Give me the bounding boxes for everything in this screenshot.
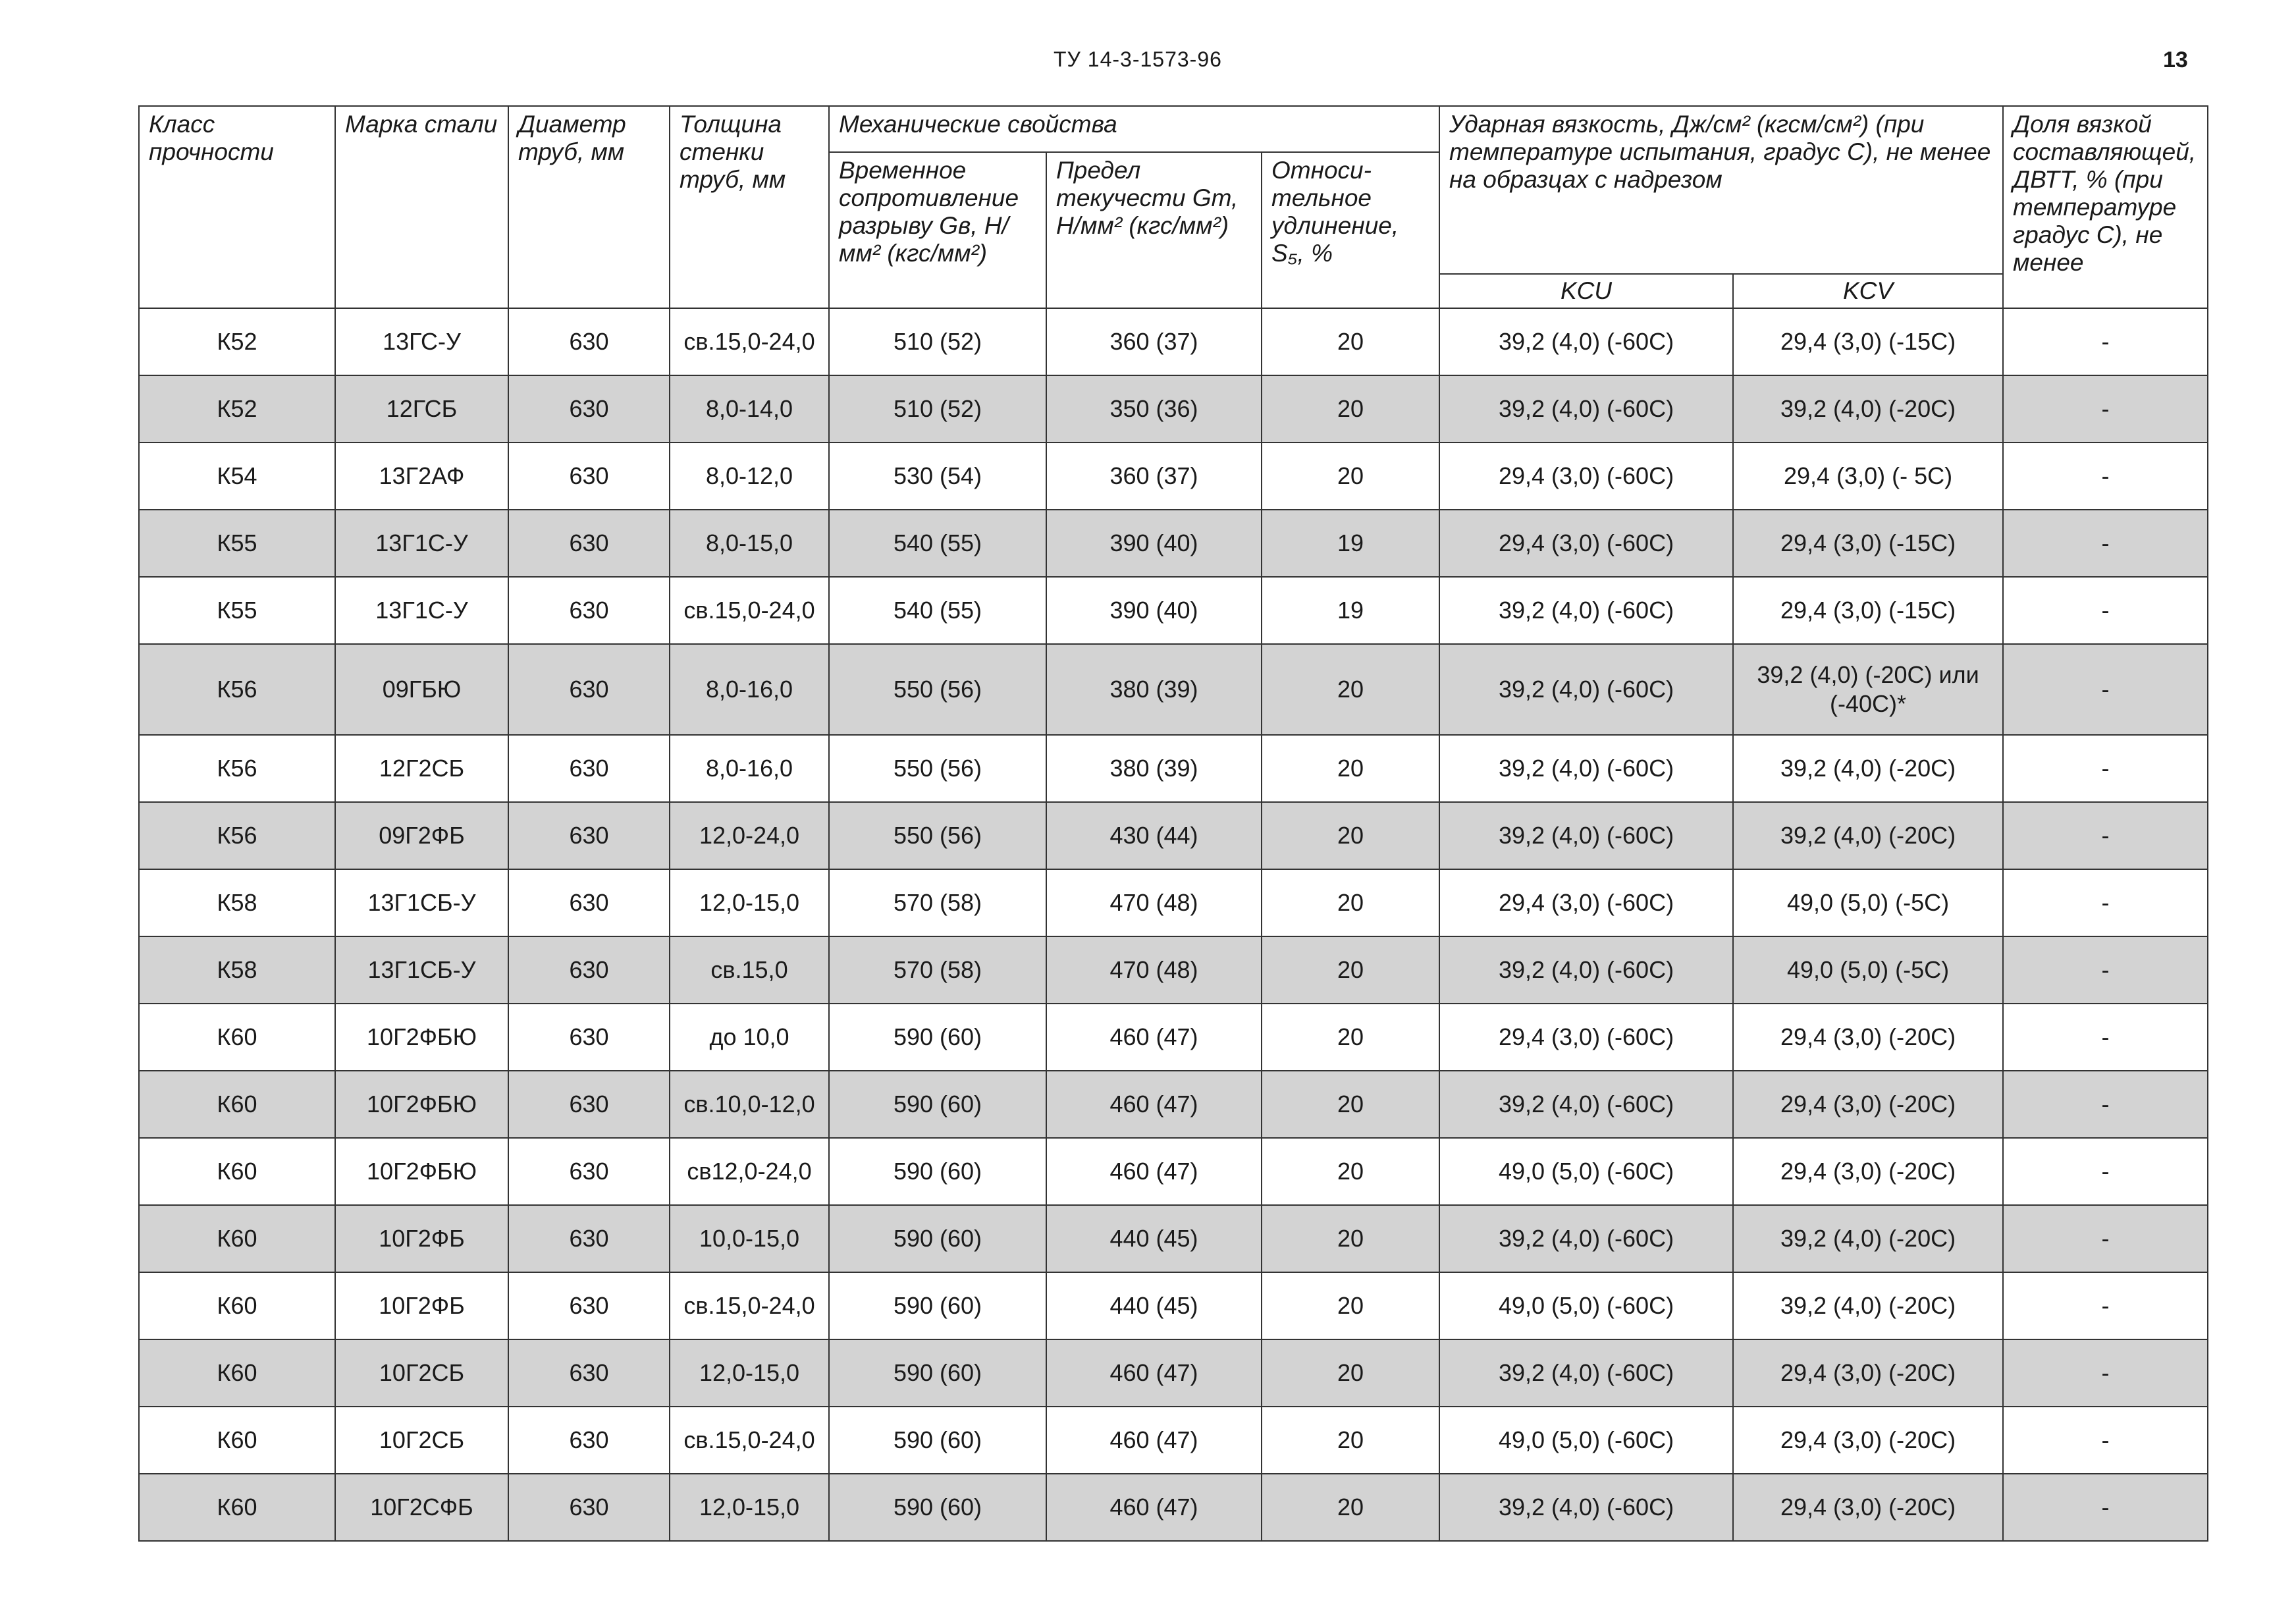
- cell-strength-class: К54: [139, 443, 335, 510]
- cell-tensile-strength: 570 (58): [829, 936, 1046, 1004]
- cell-elongation: 20: [1262, 1071, 1439, 1138]
- cell-kcu: 29,4 (3,0) (-60С): [1439, 1004, 1733, 1071]
- cell-strength-class: К60: [139, 1071, 335, 1138]
- table-row: [139, 308, 2208, 375]
- cell-kcu: 39,2 (4,0) (-60С): [1439, 308, 1733, 375]
- cell-tensile-strength: 550 (56): [829, 735, 1046, 802]
- cell-yield-strength: 390 (40): [1046, 577, 1262, 644]
- header-kcv: KCV: [1733, 274, 2003, 308]
- cell-steel-grade: 10Г2ФБ: [335, 1272, 508, 1339]
- cell-diameter: 630: [508, 577, 670, 644]
- table-row: [139, 869, 2208, 936]
- cell-elongation: 19: [1262, 510, 1439, 577]
- cell-diameter: 630: [508, 936, 670, 1004]
- cell-elongation: 20: [1262, 735, 1439, 802]
- cell-kcv: 29,4 (3,0) (-20С): [1733, 1474, 2003, 1541]
- cell-diameter: 630: [508, 644, 670, 735]
- table-row: [139, 1138, 2208, 1205]
- cell-kcu: 29,4 (3,0) (-60С): [1439, 443, 1733, 510]
- cell-kcv: 39,2 (4,0) (-20С): [1733, 375, 2003, 443]
- header-kcu: KCU: [1439, 274, 1733, 308]
- header-pipe-diameter: Диаметр труб, мм: [508, 106, 670, 308]
- header-ductile-fraction: Доля вязкой составляющей, ДВТТ, % (при температуре градус С), не менее: [2003, 106, 2208, 308]
- cell-steel-grade: 12Г2СБ: [335, 735, 508, 802]
- cell-elongation: 20: [1262, 644, 1439, 735]
- table-row: [139, 1272, 2208, 1339]
- cell-tensile-strength: 590 (60): [829, 1339, 1046, 1407]
- cell-steel-grade: 10Г2ФБЮ: [335, 1004, 508, 1071]
- cell-steel-grade: 10Г2ФБЮ: [335, 1071, 508, 1138]
- cell-yield-strength: 380 (39): [1046, 735, 1262, 802]
- cell-kcv: 39,2 (4,0) (-20С): [1733, 802, 2003, 869]
- cell-wall-thickness: 12,0-15,0: [670, 1339, 829, 1407]
- cell-yield-strength: 460 (47): [1046, 1138, 1262, 1205]
- table-row: [139, 1004, 2208, 1071]
- cell-wall-thickness: св12,0-24,0: [670, 1138, 829, 1205]
- cell-elongation: 20: [1262, 1205, 1439, 1272]
- cell-dvtt: -: [2003, 936, 2208, 1004]
- cell-steel-grade: 13ГС-У: [335, 308, 508, 375]
- cell-wall-thickness: 8,0-16,0: [670, 644, 829, 735]
- cell-steel-grade: 10Г2ФБ: [335, 1205, 508, 1272]
- cell-kcu: 49,0 (5,0) (-60С): [1439, 1138, 1733, 1205]
- header-wall-thickness: Толщина стенки труб, мм: [670, 106, 829, 308]
- cell-kcv: 29,4 (3,0) (-20С): [1733, 1071, 2003, 1138]
- cell-tensile-strength: 590 (60): [829, 1138, 1046, 1205]
- cell-wall-thickness: до 10,0: [670, 1004, 829, 1071]
- cell-elongation: 20: [1262, 1138, 1439, 1205]
- cell-wall-thickness: св.10,0-12,0: [670, 1071, 829, 1138]
- cell-tensile-strength: 570 (58): [829, 869, 1046, 936]
- table-row: [139, 1474, 2208, 1541]
- cell-diameter: 630: [508, 375, 670, 443]
- table-row: [139, 375, 2208, 443]
- cell-kcu: 29,4 (3,0) (-60С): [1439, 869, 1733, 936]
- cell-tensile-strength: 540 (55): [829, 577, 1046, 644]
- cell-strength-class: К55: [139, 577, 335, 644]
- cell-wall-thickness: 12,0-15,0: [670, 1474, 829, 1541]
- cell-tensile-strength: 540 (55): [829, 510, 1046, 577]
- cell-strength-class: К56: [139, 735, 335, 802]
- cell-steel-grade: 09ГБЮ: [335, 644, 508, 735]
- cell-kcv: 39,2 (4,0) (-20С): [1733, 1272, 2003, 1339]
- cell-kcv: 29,4 (3,0) (-15С): [1733, 510, 2003, 577]
- cell-dvtt: -: [2003, 443, 2208, 510]
- cell-yield-strength: 440 (45): [1046, 1205, 1262, 1272]
- cell-tensile-strength: 590 (60): [829, 1474, 1046, 1541]
- cell-strength-class: К60: [139, 1272, 335, 1339]
- cell-kcu: 29,4 (3,0) (-60С): [1439, 510, 1733, 577]
- cell-elongation: 20: [1262, 1407, 1439, 1474]
- cell-strength-class: К52: [139, 308, 335, 375]
- cell-strength-class: К60: [139, 1339, 335, 1407]
- cell-strength-class: К60: [139, 1407, 335, 1474]
- cell-kcu: 39,2 (4,0) (-60С): [1439, 1474, 1733, 1541]
- cell-kcu: 39,2 (4,0) (-60С): [1439, 644, 1733, 735]
- table-row: [139, 510, 2208, 577]
- cell-yield-strength: 380 (39): [1046, 644, 1262, 735]
- table-row: [139, 1407, 2208, 1474]
- cell-wall-thickness: св.15,0: [670, 936, 829, 1004]
- cell-dvtt: -: [2003, 735, 2208, 802]
- header-steel-grade: Марка стали: [335, 106, 508, 308]
- cell-elongation: 20: [1262, 308, 1439, 375]
- table-row: [139, 936, 2208, 1004]
- cell-yield-strength: 440 (45): [1046, 1272, 1262, 1339]
- cell-wall-thickness: 10,0-15,0: [670, 1205, 829, 1272]
- table-row: [139, 1205, 2208, 1272]
- cell-wall-thickness: св.15,0-24,0: [670, 1272, 829, 1339]
- header-strength-class: Класс прочности: [139, 106, 335, 308]
- table-body: [139, 308, 2208, 1541]
- cell-elongation: 20: [1262, 1474, 1439, 1541]
- cell-strength-class: К60: [139, 1004, 335, 1071]
- table-row: [139, 1339, 2208, 1407]
- cell-yield-strength: 360 (37): [1046, 443, 1262, 510]
- cell-strength-class: К55: [139, 510, 335, 577]
- table-row: [139, 1071, 2208, 1138]
- table-row: [139, 577, 2208, 644]
- cell-strength-class: К52: [139, 375, 335, 443]
- page-number: 13: [2163, 47, 2188, 72]
- cell-yield-strength: 460 (47): [1046, 1407, 1262, 1474]
- cell-dvtt: -: [2003, 1004, 2208, 1071]
- cell-steel-grade: 10Г2СФБ: [335, 1474, 508, 1541]
- cell-yield-strength: 350 (36): [1046, 375, 1262, 443]
- cell-tensile-strength: 590 (60): [829, 1205, 1046, 1272]
- cell-steel-grade: 13Г1С-У: [335, 577, 508, 644]
- cell-strength-class: К58: [139, 936, 335, 1004]
- cell-kcu: 39,2 (4,0) (-60С): [1439, 802, 1733, 869]
- steel-properties-table: [138, 105, 2208, 1542]
- cell-diameter: 630: [508, 510, 670, 577]
- cell-kcu: 39,2 (4,0) (-60С): [1439, 936, 1733, 1004]
- cell-elongation: 20: [1262, 936, 1439, 1004]
- cell-diameter: 630: [508, 1339, 670, 1407]
- table-row: [139, 644, 2208, 735]
- cell-diameter: 630: [508, 1474, 670, 1541]
- cell-steel-grade: 09Г2ФБ: [335, 802, 508, 869]
- cell-strength-class: К58: [139, 869, 335, 936]
- cell-kcv: 29,4 (3,0) (-20С): [1733, 1004, 2003, 1071]
- page-header: [0, 47, 2296, 80]
- cell-yield-strength: 460 (47): [1046, 1004, 1262, 1071]
- cell-steel-grade: 12ГСБ: [335, 375, 508, 443]
- cell-diameter: 630: [508, 869, 670, 936]
- cell-diameter: 630: [508, 1004, 670, 1071]
- cell-dvtt: -: [2003, 1339, 2208, 1407]
- cell-yield-strength: 430 (44): [1046, 802, 1262, 869]
- cell-diameter: 630: [508, 1205, 670, 1272]
- header-tensile-strength: Временное сопротивление разрыву Gв, Н/мм² (кгс/мм²): [829, 152, 1046, 308]
- cell-strength-class: К60: [139, 1205, 335, 1272]
- cell-kcu: 39,2 (4,0) (-60С): [1439, 1339, 1733, 1407]
- cell-tensile-strength: 590 (60): [829, 1071, 1046, 1138]
- cell-yield-strength: 470 (48): [1046, 869, 1262, 936]
- table-row: [139, 443, 2208, 510]
- cell-kcu: 39,2 (4,0) (-60С): [1439, 577, 1733, 644]
- cell-wall-thickness: 12,0-15,0: [670, 869, 829, 936]
- cell-strength-class: К56: [139, 802, 335, 869]
- cell-kcu: 49,0 (5,0) (-60С): [1439, 1272, 1733, 1339]
- cell-wall-thickness: св.15,0-24,0: [670, 577, 829, 644]
- cell-diameter: 630: [508, 308, 670, 375]
- cell-dvtt: -: [2003, 1407, 2208, 1474]
- cell-yield-strength: 390 (40): [1046, 510, 1262, 577]
- cell-dvtt: -: [2003, 375, 2208, 443]
- cell-diameter: 630: [508, 1407, 670, 1474]
- cell-diameter: 630: [508, 1071, 670, 1138]
- cell-wall-thickness: св.15,0-24,0: [670, 308, 829, 375]
- cell-diameter: 630: [508, 1138, 670, 1205]
- cell-tensile-strength: 590 (60): [829, 1272, 1046, 1339]
- cell-dvtt: -: [2003, 577, 2208, 644]
- cell-elongation: 20: [1262, 375, 1439, 443]
- cell-steel-grade: 13Г1СБ-У: [335, 936, 508, 1004]
- cell-kcv: 39,2 (4,0) (-20С): [1733, 1205, 2003, 1272]
- cell-steel-grade: 13Г1С-У: [335, 510, 508, 577]
- cell-elongation: 19: [1262, 577, 1439, 644]
- cell-kcu: 39,2 (4,0) (-60С): [1439, 1071, 1733, 1138]
- cell-kcu: 39,2 (4,0) (-60С): [1439, 1205, 1733, 1272]
- cell-kcv: 29,4 (3,0) (-15С): [1733, 308, 2003, 375]
- cell-kcv: 29,4 (3,0) (-15С): [1733, 577, 2003, 644]
- cell-strength-class: К56: [139, 644, 335, 735]
- cell-steel-grade: 13Г2АФ: [335, 443, 508, 510]
- cell-tensile-strength: 550 (56): [829, 644, 1046, 735]
- cell-kcv: 29,4 (3,0) (- 5С): [1733, 443, 2003, 510]
- cell-dvtt: -: [2003, 1272, 2208, 1339]
- cell-strength-class: К60: [139, 1138, 335, 1205]
- header-impact-strength: Ударная вязкость, Дж/см² (кгсм/см²) (при температуре испытания, градус С), не менее на образцах с надрезом: [1439, 106, 2003, 274]
- cell-yield-strength: 470 (48): [1046, 936, 1262, 1004]
- cell-dvtt: -: [2003, 644, 2208, 735]
- cell-kcv: 29,4 (3,0) (-20С): [1733, 1407, 2003, 1474]
- cell-steel-grade: 10Г2СБ: [335, 1407, 508, 1474]
- cell-diameter: 630: [508, 735, 670, 802]
- cell-yield-strength: 460 (47): [1046, 1071, 1262, 1138]
- cell-wall-thickness: 12,0-24,0: [670, 802, 829, 869]
- cell-elongation: 20: [1262, 802, 1439, 869]
- header-elongation: Относи-тельное удлинение, S₅, %: [1262, 152, 1439, 308]
- cell-kcu: 39,2 (4,0) (-60С): [1439, 735, 1733, 802]
- cell-kcv: 29,4 (3,0) (-20С): [1733, 1138, 2003, 1205]
- cell-wall-thickness: 8,0-15,0: [670, 510, 829, 577]
- cell-wall-thickness: св.15,0-24,0: [670, 1407, 829, 1474]
- document-code: ТУ 14-3-1573-96: [1054, 47, 1222, 71]
- cell-steel-grade: 10Г2ФБЮ: [335, 1138, 508, 1205]
- cell-dvtt: -: [2003, 510, 2208, 577]
- cell-tensile-strength: 510 (52): [829, 308, 1046, 375]
- cell-yield-strength: 460 (47): [1046, 1474, 1262, 1541]
- cell-elongation: 20: [1262, 869, 1439, 936]
- cell-strength-class: К60: [139, 1474, 335, 1541]
- cell-elongation: 20: [1262, 443, 1439, 510]
- cell-wall-thickness: 8,0-14,0: [670, 375, 829, 443]
- header-mechanical-properties: Механические свойства: [829, 106, 1439, 152]
- cell-tensile-strength: 590 (60): [829, 1407, 1046, 1474]
- cell-elongation: 20: [1262, 1272, 1439, 1339]
- cell-yield-strength: 460 (47): [1046, 1339, 1262, 1407]
- cell-elongation: 20: [1262, 1339, 1439, 1407]
- cell-diameter: 630: [508, 802, 670, 869]
- cell-dvtt: -: [2003, 1071, 2208, 1138]
- cell-steel-grade: 10Г2СБ: [335, 1339, 508, 1407]
- cell-tensile-strength: 510 (52): [829, 375, 1046, 443]
- cell-dvtt: -: [2003, 869, 2208, 936]
- cell-tensile-strength: 590 (60): [829, 1004, 1046, 1071]
- cell-elongation: 20: [1262, 1004, 1439, 1071]
- cell-kcu: 39,2 (4,0) (-60С): [1439, 375, 1733, 443]
- cell-tensile-strength: 530 (54): [829, 443, 1046, 510]
- cell-dvtt: -: [2003, 308, 2208, 375]
- cell-kcv: 29,4 (3,0) (-20С): [1733, 1339, 2003, 1407]
- table-row: [139, 802, 2208, 869]
- cell-dvtt: -: [2003, 1138, 2208, 1205]
- cell-kcu: 49,0 (5,0) (-60С): [1439, 1407, 1733, 1474]
- cell-dvtt: -: [2003, 1205, 2208, 1272]
- cell-dvtt: -: [2003, 802, 2208, 869]
- cell-wall-thickness: 8,0-16,0: [670, 735, 829, 802]
- cell-kcv: 49,0 (5,0) (-5С): [1733, 936, 2003, 1004]
- cell-yield-strength: 360 (37): [1046, 308, 1262, 375]
- cell-dvtt: -: [2003, 1474, 2208, 1541]
- cell-diameter: 630: [508, 1272, 670, 1339]
- table-row: [139, 735, 2208, 802]
- cell-kcv: 49,0 (5,0) (-5С): [1733, 869, 2003, 936]
- header-yield-strength: Предел текучести Gт, Н/мм² (кгс/мм²): [1046, 152, 1262, 308]
- cell-wall-thickness: 8,0-12,0: [670, 443, 829, 510]
- cell-diameter: 630: [508, 443, 670, 510]
- cell-kcv: 39,2 (4,0) (-20С): [1733, 735, 2003, 802]
- cell-kcv: 39,2 (4,0) (-20С) или (-40С)*: [1733, 644, 2003, 735]
- cell-steel-grade: 13Г1СБ-У: [335, 869, 508, 936]
- cell-tensile-strength: 550 (56): [829, 802, 1046, 869]
